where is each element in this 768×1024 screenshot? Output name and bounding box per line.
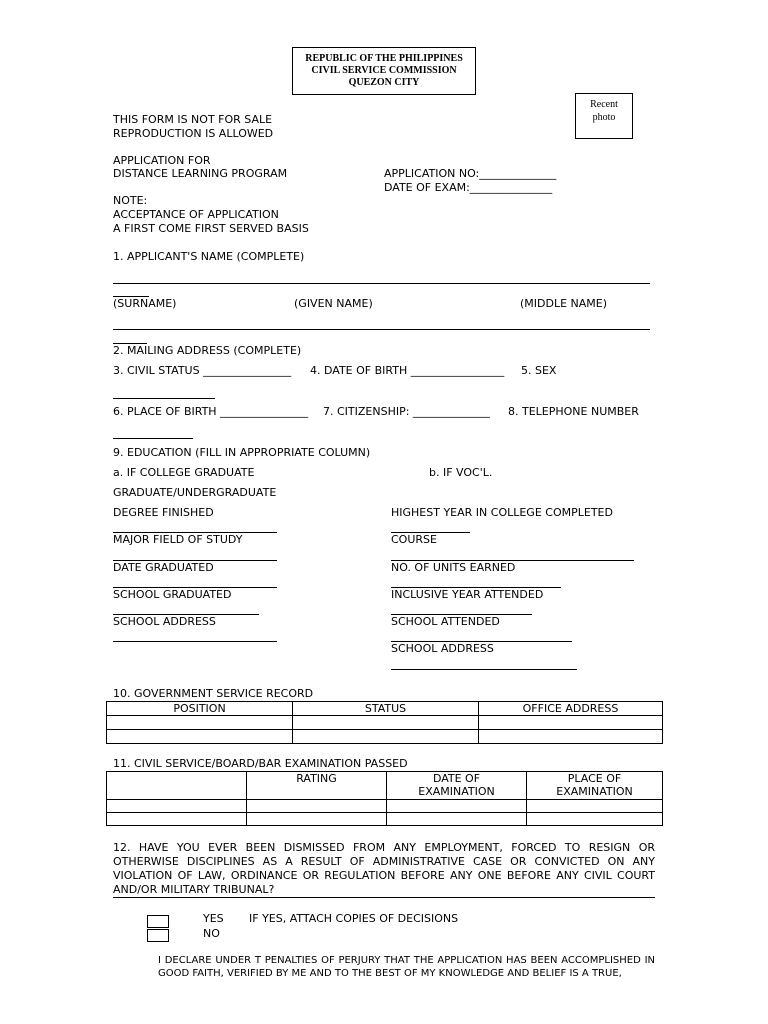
no-checkbox[interactable] [147, 929, 169, 942]
education-label: 9. EDUCATION (FILL IN APPROPRIATE COLUMN) [113, 446, 371, 459]
program-name: DISTANCE LEARNING PROGRAM [113, 167, 288, 180]
date-of-birth-field[interactable]: 4. DATE OF BIRTH _________________ [310, 364, 505, 377]
graduate-undergraduate-label: GRADUATE/UNDERGRADUATE [113, 486, 277, 499]
yes-label: YES [203, 912, 224, 925]
exam-name-header [107, 772, 247, 800]
table-row[interactable] [107, 716, 663, 730]
no-label: NO [203, 927, 220, 940]
telephone-line[interactable] [113, 438, 193, 439]
header-line-3: QUEZON CITY [348, 77, 420, 88]
dismissal-question-text: 12. HAVE YOU EVER BEEN DISMISSED FROM ANY EMPLOYMENT, FORCED TO RESIGN OR OTHERWISE DISCIPLINES AS A RESULT OF ADMINISTRATIVE CASE OR CONVICTED ON ANY VIOLATION OF LAW, ORDINANCE OR REGULATION BEFORE ANY ONE BEFORE ANY CIVIL COURT AND/OR MILITARY TRIBUNAL? [113, 841, 655, 896]
place-of-examination-header: PLACE OF EXAMINATION [527, 772, 663, 800]
application-for: APPLICATION FOR [113, 154, 211, 167]
school-address-left-label: SCHOOL ADDRESS [113, 615, 216, 628]
header-line-1: REPUBLIC OF THE PHILIPPINES [305, 53, 463, 64]
sex-label: 5. SEX [521, 364, 557, 377]
address-line[interactable] [113, 329, 650, 330]
government-service-table [106, 701, 663, 744]
if-yes-instruction: IF YES, ATTACH COPIES OF DECISIONS [249, 912, 459, 925]
school-address-right-line[interactable] [391, 669, 577, 670]
declaration-text: I DECLARE UNDER T PENALTIES OF PERJURY THAT THE APPLICATION HAS BEEN ACCOMPLISHED IN GOOD FAITH, VERIFIED BY ME AND TO THE BEST OF MY KNOWLEDGE AND BELIEF IS A TRUE, [158, 955, 655, 979]
status-header: STATUS [293, 702, 479, 716]
header-line-2: CIVIL SERVICE COMMISSION [311, 65, 457, 76]
note-label: NOTE: [113, 194, 148, 207]
degree-finished-label: DEGREE FINISHED [113, 506, 214, 519]
course-label: COURSE [391, 533, 437, 546]
college-graduate-label: a. IF COLLEGE GRADUATE [113, 466, 255, 479]
date-of-examination-header: DATE OF EXAMINATION [387, 772, 527, 800]
school-address-right-label: SCHOOL ADDRESS [391, 642, 494, 655]
date-of-exam-field[interactable]: DATE OF EXAM:_______________ [384, 181, 553, 194]
table-row[interactable] [107, 730, 663, 744]
exam-passed-label: 11. CIVIL SERVICE/BOARD/BAR EXAMINATION PASSED [113, 757, 408, 770]
header-box [292, 47, 476, 95]
exam-table [106, 771, 663, 826]
application-no-field[interactable]: APPLICATION NO:______________ [384, 167, 557, 180]
inclusive-year-label: INCLUSIVE YEAR ATTENDED [391, 588, 544, 601]
note-line-2: ACCEPTANCE OF APPLICATION [113, 208, 279, 221]
place-of-birth-field[interactable]: 6. PLACE OF BIRTH ________________ [113, 405, 309, 418]
office-address-header: OFFICE ADDRESS [479, 702, 663, 716]
citizenship-field[interactable]: 7. CITIZENSHIP: ______________ [323, 405, 490, 418]
school-graduated-label: SCHOOL GRADUATED [113, 588, 232, 601]
declaration [158, 954, 655, 980]
highest-year-label: HIGHEST YEAR IN COLLEGE COMPLETED [391, 506, 613, 519]
surname-label: (SURNAME) [113, 297, 177, 310]
notice-line-1: THIS FORM IS NOT FOR SALE [113, 113, 273, 126]
mailing-address-label: 2. MAILING ADDRESS (COMPLETE) [113, 344, 302, 357]
units-earned-label: NO. OF UNITS EARNED [391, 561, 516, 574]
table-row[interactable] [107, 800, 663, 813]
sex-line[interactable] [113, 398, 215, 399]
middle-name-label: (MIDDLE NAME) [520, 297, 608, 310]
photo-label-2: photo [592, 112, 616, 123]
position-header: POSITION [107, 702, 293, 716]
notice-line-2: REPRODUCTION IS ALLOWED [113, 127, 274, 140]
civil-status-field[interactable]: 3. CIVIL STATUS ________________ [113, 364, 292, 377]
dismissal-question [113, 841, 655, 897]
rating-header: RATING [247, 772, 387, 800]
photo-box[interactable] [575, 93, 633, 139]
major-field-label: MAJOR FIELD OF STUDY [113, 533, 243, 546]
name-line[interactable] [113, 283, 650, 284]
vocational-label: b. IF VOC'L. [429, 466, 493, 479]
note-line-3: A FIRST COME FIRST SERVED BASIS [113, 222, 309, 235]
date-graduated-label: DATE GRADUATED [113, 561, 214, 574]
question-divider [113, 897, 655, 898]
telephone-label: 8. TELEPHONE NUMBER [508, 405, 639, 418]
school-address-left-line[interactable] [113, 641, 277, 642]
given-name-label: (GIVEN NAME) [294, 297, 373, 310]
government-service-label: 10. GOVERNMENT SERVICE RECORD [113, 687, 314, 700]
photo-label-1: Recent [590, 99, 618, 110]
school-attended-label: SCHOOL ATTENDED [391, 615, 500, 628]
table-row[interactable] [107, 813, 663, 826]
applicant-name-label: 1. APPLICANT'S NAME (COMPLETE) [113, 250, 305, 263]
yes-checkbox[interactable] [147, 915, 169, 928]
